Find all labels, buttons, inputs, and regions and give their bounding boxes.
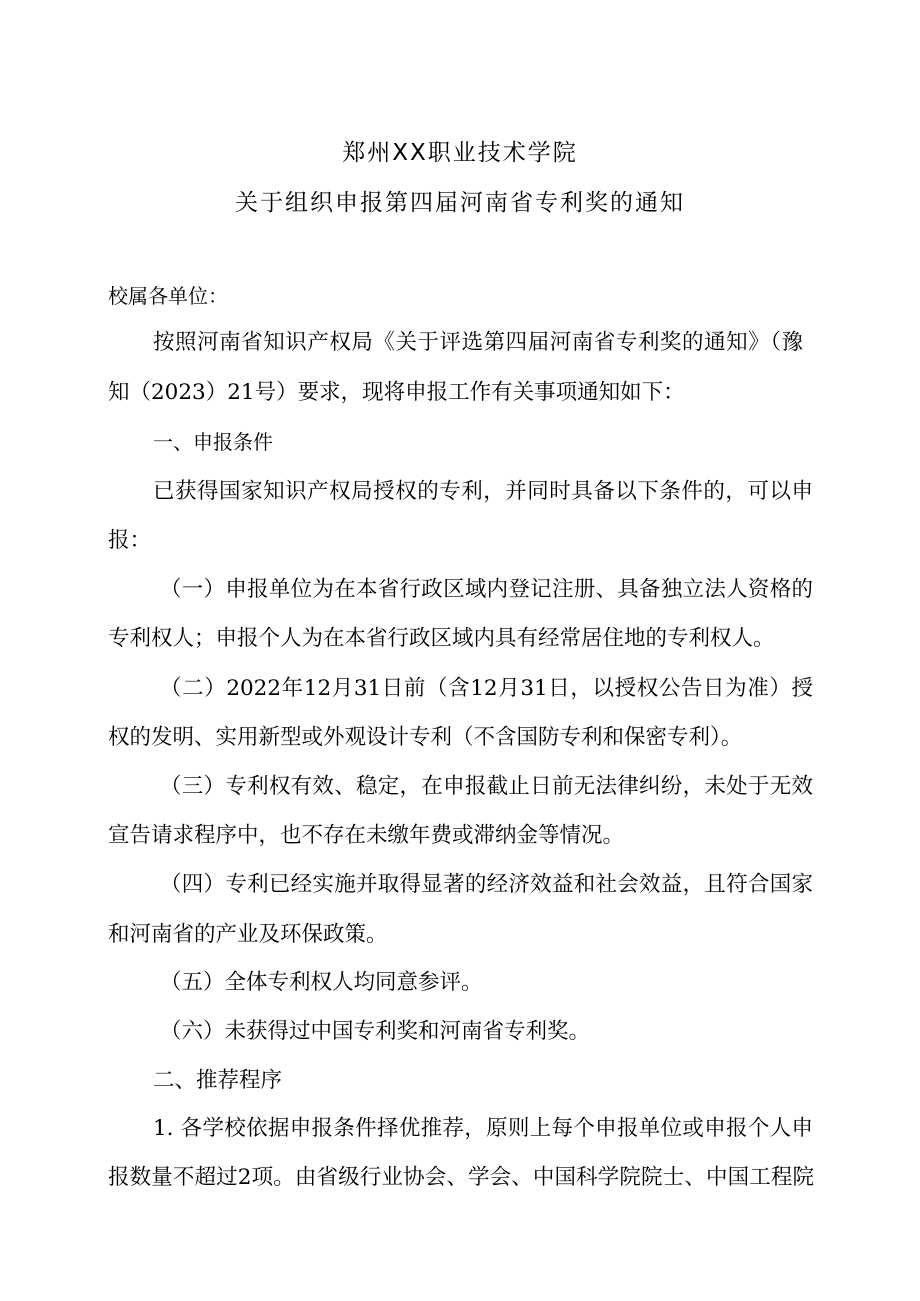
condition-3-line-2: 宣告请求程序中，也不存在未缴年费或滞纳金等情况。	[108, 823, 625, 848]
section2-p1-line-1: 1. 各学校依据申报条件择优推荐，原则上每个申报单位或申报个人申	[153, 1116, 813, 1141]
section1-intro-line-1: 已获得国家知识产权局授权的专利，并同时具备以下条件的，可以申	[153, 479, 813, 504]
document-title-school: 郑州XX职业技术学院	[342, 140, 578, 166]
condition-4-line-2: 和河南省的产业及环保政策。	[108, 922, 388, 947]
condition-2-line-2: 权的发明、实用新型或外观设计专利（不含国防专利和保密专利）。	[108, 725, 743, 750]
intro-line-2: 知（2023）21号）要求，现将申报工作有关事项通知如下：	[108, 380, 685, 405]
section2-heading: 二、推荐程序	[153, 1068, 283, 1093]
condition-1-line-2: 专利权人；申报个人为在本省行政区域内具有经常居住地的专利权人。	[108, 626, 775, 651]
section1-intro-line-2: 报：	[108, 528, 152, 553]
condition-4-line-1: （四）专利已经实施并取得显著的经济效益和社会效益，且符合国家	[160, 872, 813, 897]
salutation: 校属各单位：	[108, 284, 228, 308]
condition-3-line-1: （三）专利权有效、稳定，在申报截止日前无法律纠纷，未处于无效	[160, 774, 813, 799]
document-title-notice: 关于组织申报第四届河南省专利奖的通知	[235, 190, 685, 216]
intro-line-1: 按照河南省知识产权局《关于评选第四届河南省专利奖的通知》（豫	[153, 330, 803, 355]
condition-2-line-1: （二）2022年12月31日前（含12月31日，以授权公告日为准）授	[160, 676, 813, 701]
section2-p1-line-2: 报数量不超过2项。由省级行业协会、学会、中国科学院院士、中国工程院	[108, 1165, 814, 1190]
condition-5-line-1: （五）全体专利权人均同意参评。	[160, 970, 483, 995]
condition-1-line-1: （一）申报单位为在本省行政区域内登记注册、具备独立法人资格的	[160, 577, 813, 602]
section1-heading: 一、申报条件	[153, 430, 273, 454]
condition-6-line-1: （六）未获得过中国专利奖和河南省专利奖。	[160, 1019, 591, 1044]
